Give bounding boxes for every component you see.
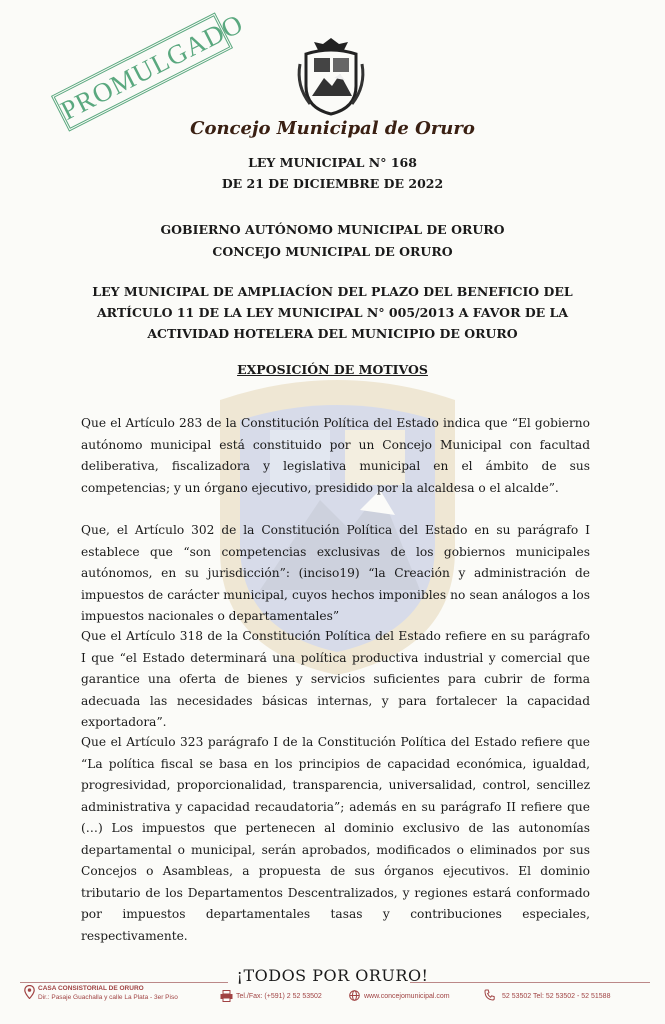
paragraph: Que el Artículo 318 de la Constitución Política del Estado refiere en su parágrafo I que “el Estado determinará una política productiva industrial y comercial que garantice una oferta de bienes y servicios suficientes para cubrir de forma adecuada las necesidades básicas internas, y para fortalecer la capacidad exportadora”.: [81, 629, 590, 730]
law-date: DE 21 DE DICIEMBRE DE 2022: [221, 176, 444, 191]
municipal-coat-of-arms-emblem: [292, 34, 370, 118]
printer-fax-icon: [220, 990, 233, 1002]
phone-icon: [484, 989, 495, 1001]
section-title: [0, 362, 665, 377]
law-title: LEY MUNICIPAL DE AMPLIACÍON DEL PLAZO DEL BENEFICIO DEL ARTÍCULO 11 DE LA LEY MUNICIPAL N° 005/2013 A FAVOR DE LA ACTIVIDAD HOTELERA DEL MUNICIPIO DE ORURO: [92, 284, 573, 341]
council-name-logotype: Concejo Municipal de Oruro: [190, 118, 475, 139]
globe-icon: [349, 990, 360, 1001]
footer-website: www.concejomunicipal.com: [364, 993, 450, 1000]
footer-address-title: CASA CONSISTORIAL DE ORURO: [38, 985, 144, 992]
location-pin-icon: [24, 985, 35, 999]
promulgado-stamp: PROMULGADO: [51, 12, 233, 131]
footer-phone-fax: Tel./Fax: (+591) 2 52 53502: [236, 993, 322, 1000]
law-number: LEY MUNICIPAL N° 168: [248, 155, 417, 170]
council-heading: CONCEJO MUNICIPAL DE ORURO: [212, 244, 453, 259]
footer-address-line: Dir.: Pasaje Guachalla y calle La Plata - 3er Piso: [38, 994, 178, 1001]
footer-slogan: ¡TODOS POR ORURO!: [236, 966, 429, 985]
paragraph: Que, el Artículo 302 de la Constitución Política del Estado en su parágrafo I establece que “son competencias exclusivas de los gobiernos municipales autónomos, en su jurisdicción”: (inciso19) “la Creación y administración de impuestos de carácter municipal, cuyos hechos imponibles no sean análogos a los impuestos nacionales o departamentales”: [81, 523, 590, 624]
paragraph: Que el Artículo 283 de la Constitución Política del Estado indica que “El gobierno autónomo municipal está constituido por un Concejo Municipal con facultad deliberativa, fiscalizadora y legislativa municipal en el ámbito de sus competencias; y un órgano ejecutivo, presidido por la alcaldesa o el alcalde”.: [81, 416, 590, 495]
section-title-text: EXPOSICIÓN DE MOTIVOS: [237, 362, 428, 377]
government-name: GOBIERNO AUTÓNOMO MUNICIPAL DE ORURO: [160, 222, 505, 237]
footer-phones: 52 53502 Tel: 52 53502 - 52 51588: [502, 993, 611, 1000]
paragraph: Que el Artículo 323 parágrafo I de la Constitución Política del Estado refiere que “La política fiscal se basa en los principios de capacidad económica, igualdad, progresividad, proporcionalidad, transparencia, universalidad, control, sencillez administrativa y capacidad recaudatoria”; además en su parágrafo II refiere que (…) Los impuestos que pertenecen al dominio exclusivo de las autonomías departamental o municipal, serán aprobados, modificados o eliminados por sus Concejos o Asambleas, a propuesta de sus órganos ejecutivos. El dominio tributario de los Departamentos Descentralizados, y regiones estará conformado por impuestos departamentales tasas y contribuciones especiales, respectivamente.: [81, 735, 590, 943]
